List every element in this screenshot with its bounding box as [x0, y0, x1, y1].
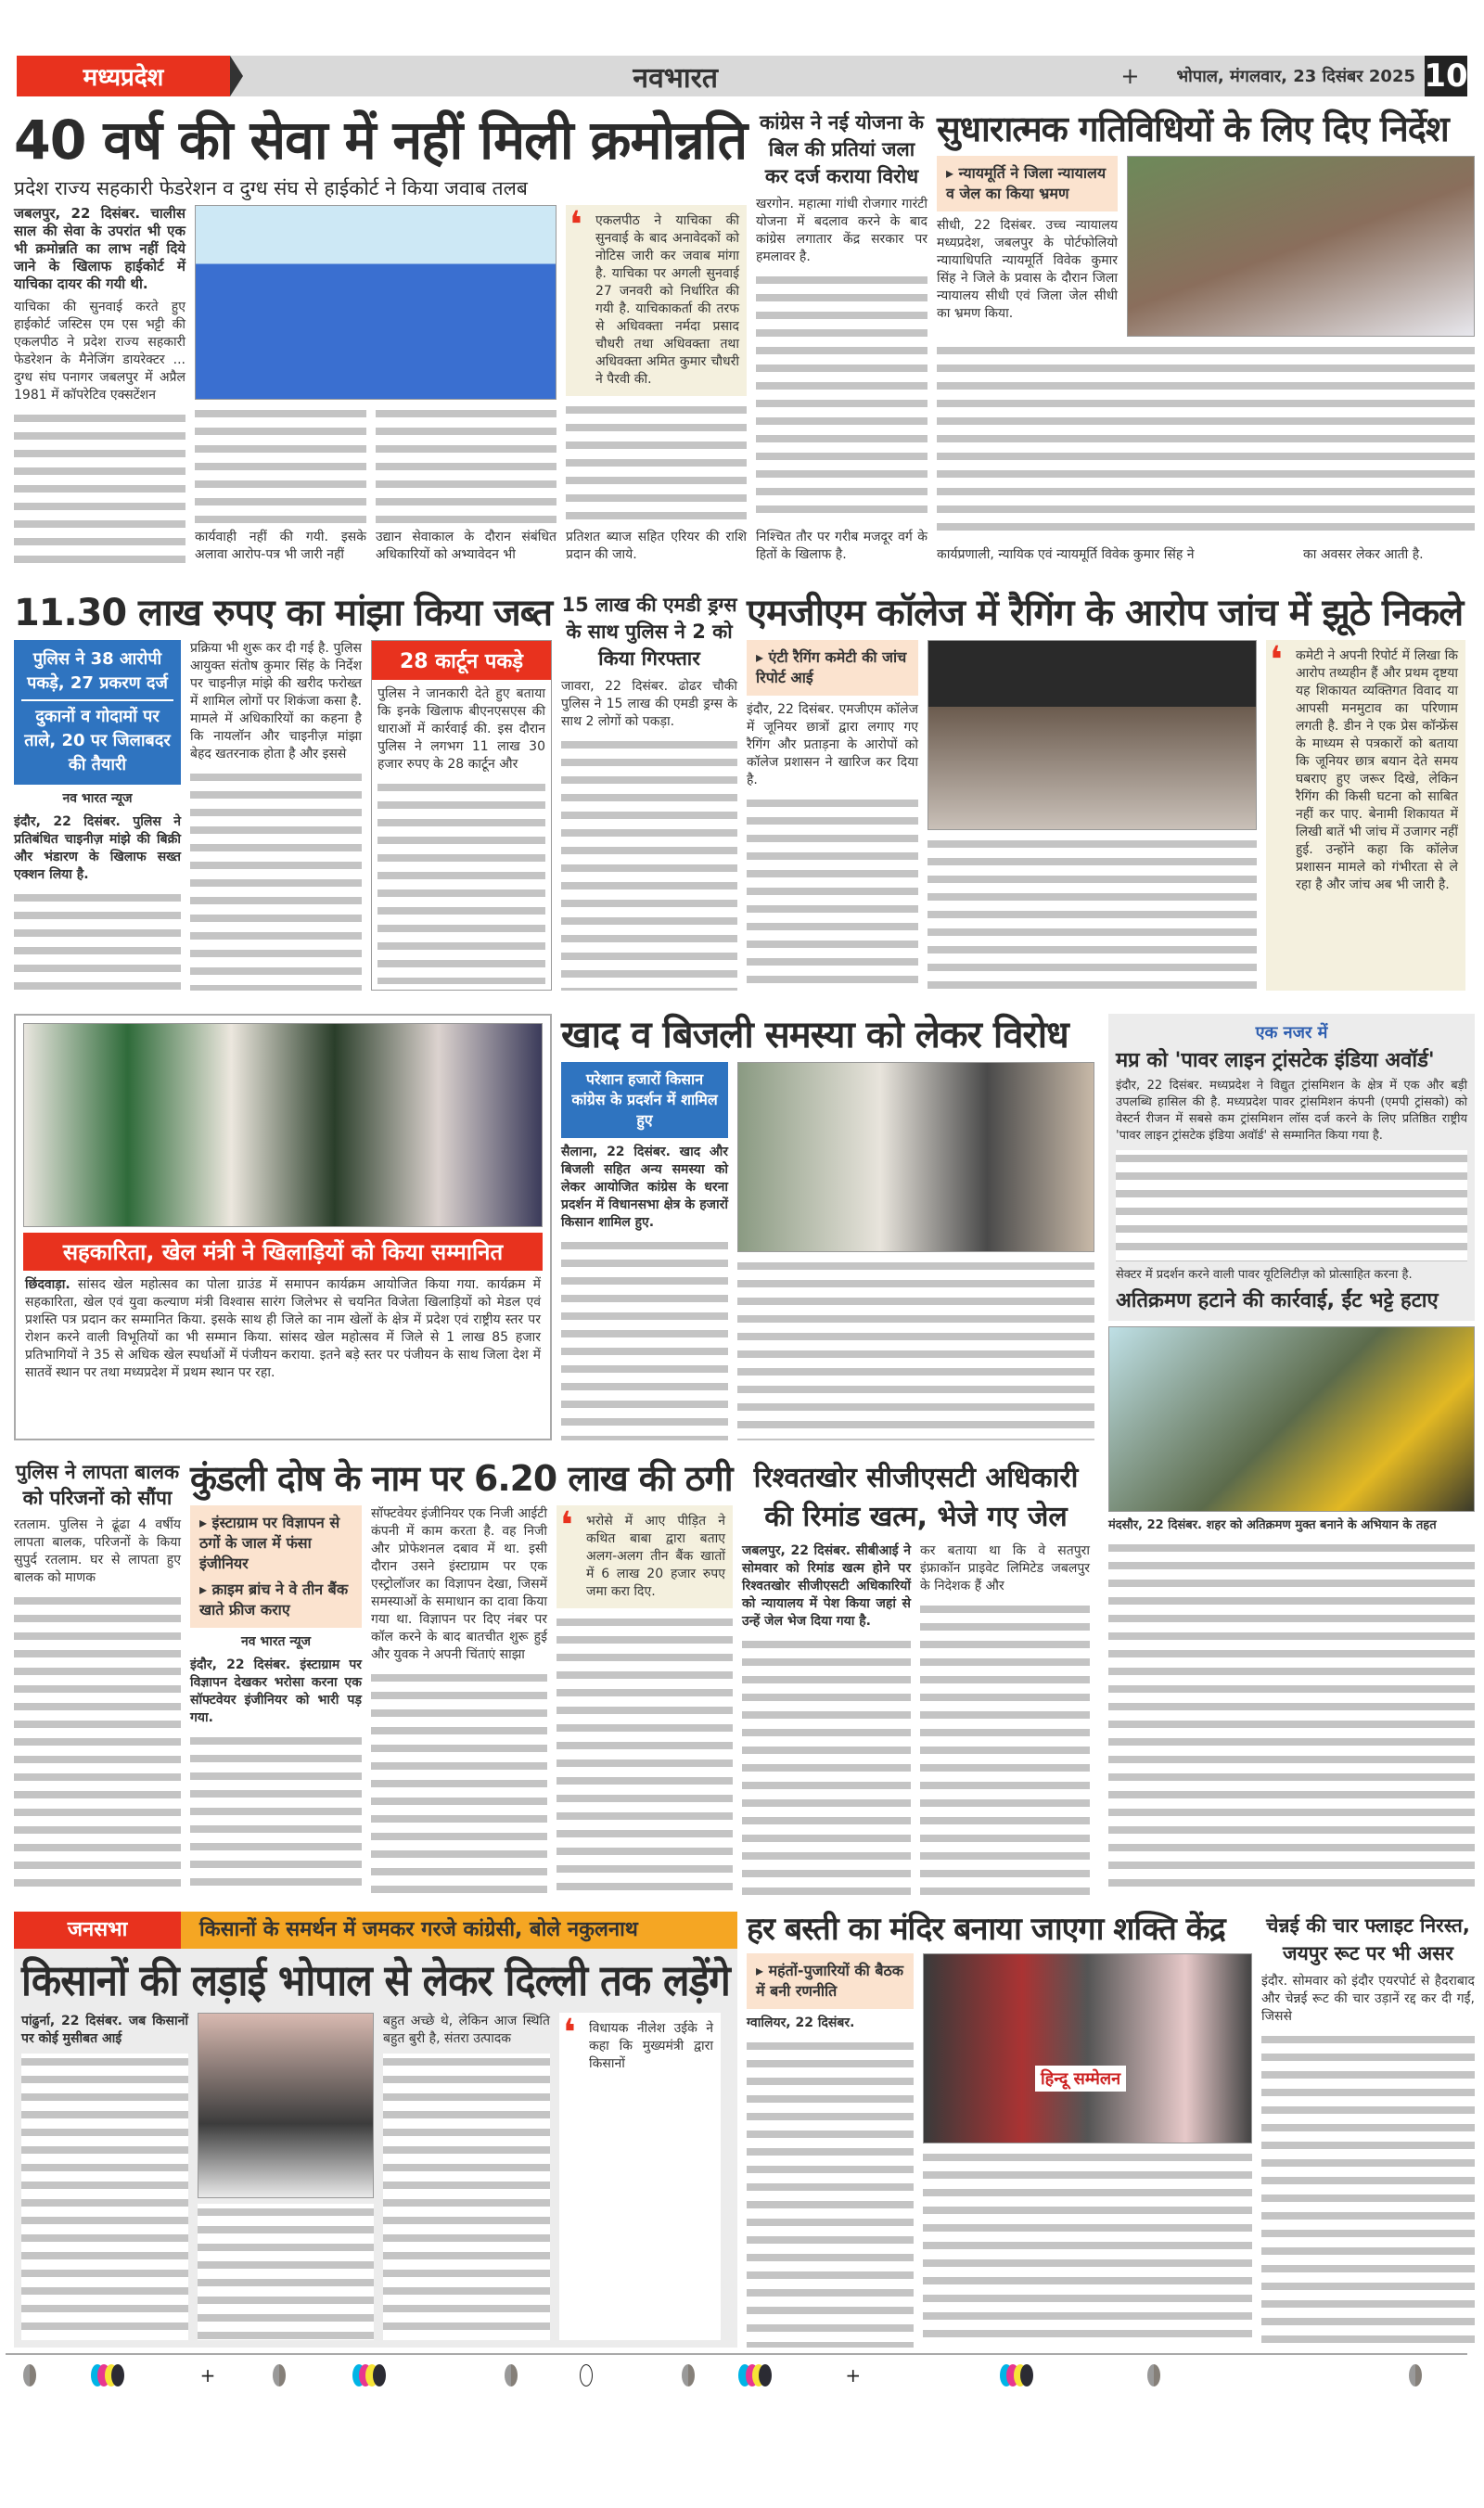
article-mgm: [747, 592, 1475, 991]
column: [14, 205, 186, 564]
headline-kisan: किसानों की लड़ाई भोपाल से लेकर दिल्ली तक लड़ेंगे: [21, 1955, 730, 2005]
text-column: [920, 1601, 1090, 1895]
headline-md-drugs: 15 लाख की एमडी ड्रग्स के साथ पुलिस ने 2 को किया गिरफ्तार: [561, 594, 737, 670]
nakulnath-photo: [198, 2013, 374, 2198]
article-lead: रतलाम. पुलिस ने ढूंढा 4 वर्षीय लापता बालक, परिजनों के किया सुपुर्द रतलाम. घर से लापता हुए बालक को माणक: [14, 1517, 181, 1585]
registration-cross-icon: +: [1120, 63, 1140, 89]
article-lead: सैलाना, 22 दिसंबर. खाद और बिजली सहित अन्य समस्या को लेकर आयोजित कांग्रेस के धरना प्रदर्शन में विधानसभा क्षेत्र के हजारों किसान शामिल हुए.: [561, 1145, 728, 1230]
text-column: [195, 405, 366, 523]
color-registration-dot: [1020, 2364, 1033, 2386]
highlight-box: परेशान हजारों किसान कांग्रेस के प्रदर्शन में शामिल हुए: [561, 1062, 728, 1138]
gray-registration-dot: [682, 2364, 695, 2386]
dateline: भोपाल, मंगलवार, 23 दिसंबर 2025: [1176, 67, 1415, 86]
pull-quote: [1266, 640, 1465, 991]
row-2: [0, 592, 1484, 991]
box-text-end: सेक्टर में प्रदर्शन करने वाली पावर यूटिलिटीज़ को प्रोत्साहित करना है.: [1116, 1268, 1413, 1283]
text-column: [377, 779, 545, 984]
sports-felicitation-photo: [23, 1023, 543, 1227]
text-column: [561, 736, 737, 991]
headline-lapta-balak: पुलिस ने लापता बालक को परिजनों को सौंपा: [15, 1461, 180, 1509]
text-column: [747, 2038, 914, 2348]
headline-sudharatmak: सुधारात्मक गतिविधियों के लिए दिए निर्देश: [937, 109, 1449, 149]
text-column: [14, 1593, 181, 1895]
text-column: [1261, 2031, 1475, 2348]
caption-text: सांसद खेल महोत्सव का पोला ग्राउंड में समापन कार्यक्रम आयोजित किया गया. कार्यक्रम में सहकारिता, खेल एवं युवा कल्याण मंत्री विश्वास सारंग जिलेभर से चयनित विजेता खिलाड़ियों को मेडल एवं प्रशस्ति पत्र प्रदान कर सम्मानित किया. इसके साथ ही जिले का नाम खेलों के क्षेत्र में प्रदेश एवं राष्ट्रीय स्तर पर रोशन करने वाली विभूतियों का भी सम्मान किया. सांसद खेल महोत्सव में जिले से 1 लाख 85 हजार प्रतिभागियों ने 35 से अधिक खेल स्पर्धाओं में पंजीयन कराया. इतने बड़े स्तर पर पंजीयन के साथ जिला देश में सातवें स्थान पर तथा मध्यप्रदेश में प्रथम स्थान पर रहा.: [25, 1277, 541, 1380]
text-column: [747, 795, 918, 991]
headline-mgm-ragging: एमजीएम कॉलेज में रैगिंग के आरोप जांच में झूठे निकले: [747, 592, 1464, 634]
article-md-drugs: [561, 592, 737, 991]
article-lead: इंदौर. सोमवार को इंदौर एयरपोर्ट से हैदराबाद और चेन्नई रूट की चार उड़ानें रद्द कर दी गईं, जिससे: [1261, 1974, 1475, 2024]
quote-icon: ❛: [563, 2011, 576, 2054]
highlight-text: पुलिस ने 38 आरोपी पकड़े, 27 प्रकरण दर्ज: [21, 647, 173, 701]
headline-shakti-kendra: हर बस्ती का मंदिर बनाया जाएगा शक्ति केंद्र: [747, 1911, 1225, 1948]
mgm-college-photo: [928, 640, 1257, 830]
article-shakti-kendra: [747, 1912, 1252, 2348]
box-headline: मप्र को 'पावर लाइन ट्रांसटेक इंडिया अवॉर्ड': [1116, 1049, 1435, 1072]
text-column-end: का अवसर लेकर आती है.: [1303, 547, 1424, 562]
color-registration-dot: [373, 2364, 386, 2386]
article-lead: जबलपुर, 22 दिसंबर. चालीस साल की सेवा के उपरांत भी एक भी क्रमोन्नति का लाभ नहीं दिये जाने के खिलाफ हाईकोर्ट में याचिका दायर की गयी थी.: [14, 204, 186, 292]
text-columns: [937, 342, 1475, 541]
kicker-box: [747, 640, 918, 696]
headline-flight: चेन्नई की चार फ्लाइट निरस्त, जयपुर रूट पर भी असर: [1266, 1914, 1470, 1964]
text-column: [742, 1636, 911, 1895]
byline: नव भारत न्यूज: [62, 791, 133, 806]
article-lead: जावरा, 22 दिसंबर. ढोढर चौकी पुलिस ने 15 लाख की एमडी ड्रग्स के साथ 2 लोगों को पकड़ा.: [561, 679, 737, 729]
text-column-end: निश्चित तौर पर गरीब मजदूर वर्ग के हितों के खिलाफ है.: [756, 530, 928, 562]
quote-icon: ❛: [560, 1504, 573, 1547]
text-column: [190, 1733, 362, 1895]
color-registration-dot: [111, 2364, 124, 2386]
highlight-box: [14, 640, 181, 785]
row-5: [0, 1912, 1484, 2348]
headline-cgst: रिश्वतखोर सीजीएसटी अधिकारी की रिमांड खत्म, भेजे गए जेल: [753, 1462, 1079, 1533]
text-column: [383, 2054, 550, 2340]
photo-feature-box: [14, 1014, 552, 1440]
target-mark-icon: [580, 2364, 593, 2386]
high-court-photo: [195, 205, 556, 400]
text-column: [190, 769, 362, 991]
encroachment-text: मंदसौर, 22 दिसंबर. शहर को अतिक्रमण मुक्त बनाने के अभियान के तहत: [1108, 1517, 1437, 1532]
article-khad-bijli: [561, 1014, 1094, 1440]
hindu-sammelan-photo: [923, 1953, 1252, 2143]
gray-registration-dot: [1147, 2364, 1160, 2386]
jcb-photo: [1108, 1326, 1475, 1512]
headline-congress: कांग्रेस ने नई योजना के बिल की प्रतियां जला कर दर्ज कराया विरोध: [760, 111, 924, 187]
text-column-end: उद्यान सेवाकाल के दौरान संबंधित अधिकारियों को अभ्यावेदन भी: [376, 530, 556, 562]
article-kundli: [190, 1459, 733, 1895]
kicker-text: ▸ क्राइम ब्रांच ने वे तीन बैंक खाते फ्रीज कराए: [199, 1580, 352, 1620]
quote-text: एकलपीठ ने याचिका की सुनवाई के बाद अनावेदकों को नोटिस जारी कर जवाब मांगा है. याचिका पर अगली सुनवाई 27 जनवरी को निर्धारित की गयी है. याचिकाकर्ता की तरफ से अधिवक्ता नर्मदा प्रसाद चौधरी तथा अधिवक्ता तथा अधिवक्ता अमित कुमार चौधरी ने पैरवी की.: [595, 212, 739, 387]
quote-text: कमेटी ने अपनी रिपोर्ट में लिखा कि आरोप तथ्यहीन हैं और प्रथम दृष्टया यह शिकायत व्यक्तिगत विवाद या आपसी मनमुटाव का परिणाम लगती है. डीन ने एक प्रेस कॉन्फ्रेंस के माध्यम से पत्रकारों को बताया कि जूनियर छात्र बयान देते समय घबराए हुए जरूर दिखे, लेकिन रैगिंग की किसी घटना को साबित नहीं कर पाए. बेनामी शिकायत में लिखी बातें भी जांच में उजागर नहीं हुई. उन्होंने कहा कि कॉलेज प्रशासन मामले को गंभीरता से ले रहा है और जांच अब भी जारी है.: [1296, 648, 1458, 892]
kicker-text: ▸ न्यायमूर्ति ने जिला न्यायालय व जेल का किया भ्रमण: [946, 163, 1108, 204]
article-body: बहुत अच्छे थे, लेकिन आज स्थिति बहुत बुरी है, संतरा उत्पादक: [383, 2013, 550, 2046]
article-lead: इंदौर, 22 दिसंबर. इंस्टाग्राम पर विज्ञापन देखकर भरोसा करना एक सॉफ्टवेयर इंजीनियर को भारी पड़ गया.: [190, 1657, 362, 1725]
jansabha-box: [14, 1912, 737, 2348]
article-lead: जबलपुर, 22 दिसंबर. सीबीआई ने सोमवार को रिमांड खत्म होने पर रिश्वतखोर सीजीएसटी अधिकारियों को न्यायालय में पेश किया जहां से उन्हें जेल भेज दिया गया है.: [742, 1543, 911, 1629]
article-lead: इंदौर, 22 दिसंबर. एमजीएम कॉलेज में जूनियर छात्रों द्वारा लगाए गए रैगिंग और प्रताड़ना के आरोपों को कॉलेज प्रशासन ने खारिज कर दिया है.: [747, 702, 918, 787]
article-columns: [14, 205, 747, 564]
pull-quote: [556, 1505, 733, 1608]
crosshair-icon: +: [845, 2364, 862, 2386]
right-column: [1108, 1014, 1475, 1895]
article-lead: खरगोन. महात्मा गांधी रोजगार गारंटी योजना में बदलाव करने के बाद कांग्रेस लगातार केंद्र सरकार पर हमलावर है.: [756, 197, 928, 264]
text-column-end: कार्यप्रणाली, न्यायिक एवं न्यायमूर्ति विवेक कुमार सिंह ने: [937, 547, 1195, 562]
text-column-end: प्रतिशत ब्याज सहित एरियर की राशि प्रदान की जाये.: [566, 530, 747, 562]
text-column: [371, 1670, 547, 1895]
footer-rule: [6, 2353, 1467, 2355]
byline: नव भारत न्यूज: [240, 1633, 312, 1649]
kicker-box: [937, 156, 1118, 211]
gray-registration-dot: [1409, 2364, 1422, 2386]
box-text: इंदौर, 22 दिसंबर. मध्यप्रदेश ने विद्युत ट्रांसमिशन के क्षेत्र में एक और बड़ी उपलब्धि हासिल की है. मध्यप्रदेश पावर ट्रांसमिशन कंपनी (एमपी ट्रांसको) को वेस्टर्न रीजन में सबसे कम ट्रांसमिशन लॉस दर्ज करने के लिए प्रतिष्ठित राष्ट्रीय 'पावर लाइन ट्रांसटेक इंडिया अवॉर्ड' से सम्मानित किया गया है.: [1116, 1079, 1467, 1144]
article-sudharatmak: [937, 109, 1475, 564]
article-lead: पांढुर्ना, 22 दिसंबर. जब किसानों पर कोई मुसीबत आई: [21, 2013, 188, 2046]
text-column: [376, 405, 556, 523]
article-lead: सीधी, 22 दिसंबर. उच्च न्यायालय मध्यप्रदेश, जबलपुर के पोर्टफोलियो न्यायाधिपति न्यायमूर्ति विवेक कुमार सिंह ने जिले के प्रवास के दौरान जिला न्यायालय सीधी एवं जिला जेल सीधी का भ्रमण किया.: [937, 217, 1118, 321]
text-column: [14, 410, 186, 564]
article-body: सॉफ्टवेयर इंजीनियर एक निजी आईटी कंपनी में काम करता है. वह निजी और प्रोफेशनल दबाव में था. इसी दौरान उसने इंस्टाग्राम पर एक एस्ट्रोलॉजर का विज्ञापन देखा, जिसमें समस्याओं के समाधान का दावा किया गया था. विज्ञापन पर दिए नंबर पर कॉल करने के बाद बातचीत शुरू हुई और युवक ने अपनी चिंताएं साझा: [371, 1505, 547, 1662]
page-header: [17, 56, 1467, 96]
article-body: प्रक्रिया भी शुरू कर दी गई है. पुलिस आयुक्त संतोष कुमार सिंह के निर्देश पर चाइनीज़ मांझे की खरीद फरोख्त में शामिल लोगों पर शिकंजा कसा है. मामले में अधिकारियों का कहना है कि नायलॉन और चाइनीज़ मांझा बेहद खतरनाक होता है और इससे: [190, 641, 362, 761]
section-tag: जनसभा: [14, 1912, 181, 1949]
column: [566, 205, 747, 564]
rows-3-4: [0, 1014, 1484, 1895]
text-column: [561, 1237, 728, 1440]
article-lead: इंदौर, 22 दिसंबर. पुलिस ने प्रतिबंधित चाइनीज़ मांझे की बिक्री और भंडारण के खिलाफ सख्त एक्शन लिया है.: [14, 814, 181, 882]
headline-kramonnati: 40 वर्ष की सेवा में नहीं मिली क्रमोन्नति: [14, 109, 748, 172]
gray-registration-dot: [505, 2364, 518, 2386]
ek-nazar-box: [1108, 1014, 1475, 1321]
page-number: 10: [1424, 58, 1468, 95]
headline-manjha: 11.30 लाख रुपए का मांझा किया जब्त: [14, 592, 553, 634]
masthead: नवभारत: [633, 61, 718, 95]
column: [195, 205, 556, 564]
text-column-end: कार्यवाही नहीं की गयी. इसके अलावा आरोप-पत्र भी जारी नहीं: [195, 530, 366, 562]
encroachment-headline: अतिक्रमण हटाने की कार्रवाई, ईंट भट्टे हटाए: [1116, 1289, 1439, 1313]
quote-icon: ❛: [1270, 639, 1283, 682]
caption-title: सहकारिता, खेल मंत्री ने खिलाड़ियों को किया सम्मानित: [23, 1233, 543, 1271]
text-columns: [928, 836, 1257, 991]
kicker-box: [190, 1505, 362, 1628]
article-congress: [756, 109, 928, 564]
row-1: [0, 109, 1484, 564]
text-column: [556, 1614, 733, 1895]
article-kramonnati: [14, 109, 747, 564]
crosshair-icon: +: [199, 2364, 216, 2386]
text-column: [566, 402, 747, 523]
highlight-text: दुकानों व गोदामों पर ताले, 20 पर जिलाबदर की तैयारी: [24, 707, 171, 774]
protest-photo: [737, 1062, 1094, 1252]
side-box-text: पुलिस ने जानकारी देते हुए बताया कि इनके खिलाफ बीएनएसएस की धाराओं में कार्रवाई की. इस दौरान पुलिस ने लगभग 11 लाख 30 हजार रुपए के 28 कार्टून और: [377, 686, 545, 772]
subhead-kramonnati: प्रदेश राज्य सहकारी फेडरेशन व दुग्ध संघ से हाईकोर्ट ने किया जवाब तलब: [14, 176, 528, 199]
quote-text: भरोसे में आए पीड़ित ने कथित बाबा द्वारा बताए अलग-अलग तीन बैंक खातों में 6 लाख 20 हजार रुपए जमा करा दिए.: [586, 1513, 725, 1599]
article-manjha: [14, 592, 552, 991]
print-registration-marks: [0, 2361, 1484, 2392]
headline-khad-bijli: खाद व बिजली समस्या को लेकर विरोध: [561, 1014, 1068, 1056]
gray-registration-dot: [23, 2364, 36, 2386]
text-column: [21, 2054, 188, 2340]
row-3: [14, 1014, 1099, 1440]
banner-text: हिन्दू सम्मेलन: [1035, 2066, 1126, 2092]
text-columns: [923, 2149, 1252, 2348]
section-label: मध्यप्रदेश: [17, 56, 230, 96]
color-registration-dot: [759, 2364, 772, 2386]
article-cgst: [742, 1459, 1090, 1895]
text-column: [1108, 1540, 1475, 1895]
text-column: [14, 889, 181, 991]
pull-quote: [566, 205, 747, 396]
text-column: [1116, 1150, 1467, 1261]
side-box-title: 28 कार्टून पकड़े: [372, 641, 551, 680]
quote-text: विधायक नीलेश उईके ने कहा कि मुख्यमंत्री द्वारा किसानों: [589, 2020, 713, 2071]
article-body: कर बताया था कि वे सतपुरा इंफ्राकॉन प्राइवेट लिमिटेड जबलपुर के निदेशक हैं और: [920, 1543, 1090, 1593]
article-lead: ग्वालियर, 22 दिसंबर.: [747, 2015, 855, 2031]
strapline: किसानों के समर्थन में जमकर गरजे कांग्रेसी, बोले नकुलनाथ: [199, 1918, 638, 1941]
headline-kundli-thagi: कुंडली दोष के नाम पर 6.20 लाख की ठगी: [190, 1458, 733, 1499]
pull-quote: [559, 2013, 721, 2340]
article-lapta-balak: [14, 1459, 181, 1895]
caption-place: छिंदवाड़ा.: [25, 1277, 70, 1292]
kicker-text: ▸ एंटी रैगिंग कमेटी की जांच रिपोर्ट आई: [756, 647, 909, 688]
text-column: [198, 2204, 374, 2340]
article-body: याचिका की सुनवाई करते हुए हाईकोर्ट जस्टिस एम एस भट्टी की एकलपीठ ने प्रदेश राज्य सहकारी फेडरेशन के मैनेजिंग डायरेक्टर ... दुग्ध संघ पनागर जबलपुर में अप्रैल 1981 में कॉपरेटिव एक्सटेंशन: [14, 299, 186, 403]
article-flight: [1261, 1912, 1475, 2348]
text-columns: [737, 1258, 1094, 1440]
quote-icon: ❛: [569, 203, 582, 247]
kicker-text: ▸ महंतों-पुजारियों की बैठक में बनी रणनीति: [756, 1961, 904, 2002]
box-label: एक नजर में: [1255, 1023, 1328, 1043]
kicker-box: [747, 1953, 914, 2009]
row-4: [14, 1459, 1099, 1895]
justice-visit-photo: [1127, 156, 1475, 337]
kicker-text: ▸ इंस्टाग्राम पर विज्ञापन से ठगों के जाल में फंसा इंजीनियर: [199, 1513, 352, 1574]
gray-registration-dot: [273, 2364, 286, 2386]
text-column: [756, 272, 928, 523]
side-box: [371, 640, 552, 991]
